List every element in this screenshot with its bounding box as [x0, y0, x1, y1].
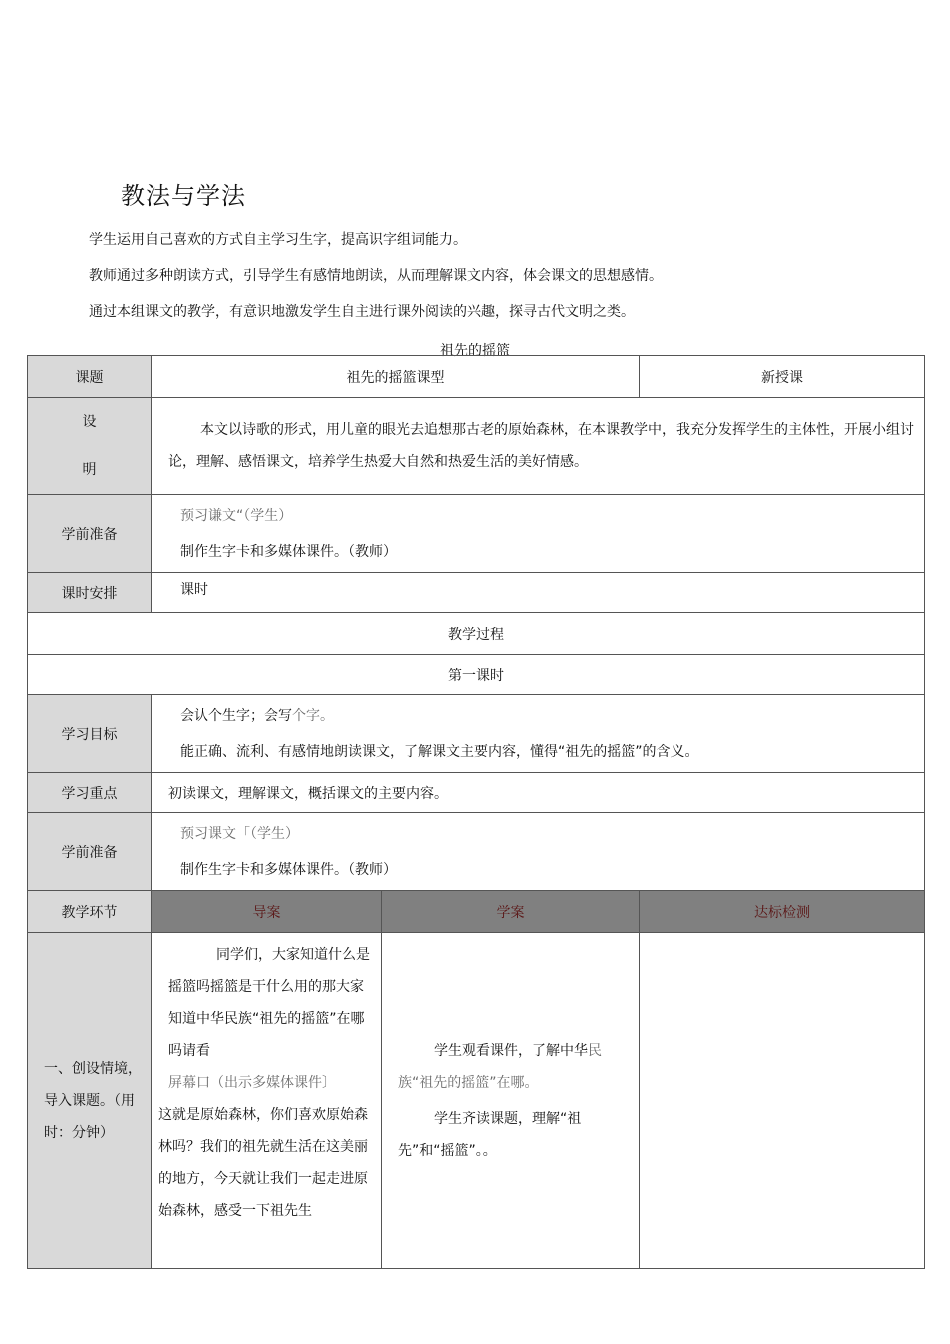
lesson-row	[28, 655, 925, 695]
goal-label: 学习目标	[28, 695, 152, 773]
column-study-header: 学案	[382, 891, 640, 933]
column-check-header: 达标检测	[640, 891, 925, 933]
study-text-a1: 学生观看课件，了解中华	[434, 1042, 588, 1059]
topic-value: 祖先的摇篮课型	[152, 356, 640, 398]
process-title: 教学过程	[28, 613, 925, 655]
preparation-label: 学前准备	[28, 495, 152, 573]
schedule-value: 课时	[152, 573, 925, 613]
column-stage-header: 教学环节	[28, 891, 152, 933]
preparation-line-1: 预习谦文“（学生）	[180, 507, 293, 524]
preparation2-content	[152, 813, 925, 891]
focus-row	[28, 773, 925, 813]
lesson-title: 第一课时	[28, 655, 925, 695]
topic-row	[28, 356, 925, 398]
guide-text-a: 同学们，大家知道什么是摇篮吗摇篮是干什么用的那大家知道中华民族“祖先的摇篮”在哪吗请看	[168, 947, 370, 1059]
goal-line-2: 能正确、流利、有感情地朗读课文，了解课文主要内容，懂得“祖先的摇篮”的含义。	[180, 743, 699, 760]
schedule-row	[28, 573, 925, 613]
paragraph-2: 教师通过多种朗读方式，引导学生有感情地朗读，从而理解课文内容，体会课文的思想感情。	[89, 268, 663, 284]
guide-text-b: 屏幕口（出示多媒体课件〕	[168, 1075, 336, 1091]
goal-line-1-tail: 个字。	[292, 707, 334, 724]
stage-row	[28, 933, 925, 1269]
topic-label: 课题	[28, 356, 152, 398]
preparation2-row	[28, 813, 925, 891]
preparation2-line-1: 预习课文「（学生）	[180, 825, 299, 842]
section-heading: 教法与学法	[121, 182, 246, 210]
preparation2-label: 学前准备	[28, 813, 152, 891]
column-guide-header: 导案	[152, 891, 382, 933]
focus-value: 初读课文，理解课文，概括课文的主要内容。	[152, 773, 925, 813]
focus-label: 学习重点	[28, 773, 152, 813]
table-caption: 祖先的摇篮	[440, 343, 510, 359]
study-text-a2: 民族“祖先的摇篮”在哪。	[398, 1042, 602, 1091]
check-content	[640, 933, 925, 1269]
preparation2-line-2: 制作生字卡和多媒体课件。（教师）	[180, 861, 397, 878]
paragraph-1: 学生运用自己喜欢的方式自主学习生字，提高识字组词能力。	[89, 232, 467, 248]
description-row	[28, 398, 925, 495]
topic-type: 新授课	[640, 356, 925, 398]
study-content	[382, 933, 640, 1269]
guide-paragraph-2: 这就是原始森林，你们喜欢原始森林吗？我们的祖先就生活在这美丽的地方，今天就让我们一起走进原始森林，感受一下祖先生	[158, 1107, 368, 1219]
schedule-label: 课时安排	[28, 573, 152, 613]
description-label-1: 设	[82, 414, 97, 430]
description-text: 本文以诗歌的形式，用儿童的眼光去追想那古老的原始森林，在本课教学中，我充分发挥学生的主体性，开展小组讨论，理解、感悟课文，培养学生热爱大自然和热爱生活的美好情感。	[152, 398, 925, 495]
preparation-row	[28, 495, 925, 573]
goal-line-1-main: 会认个生字；会写	[180, 707, 292, 724]
goal-content	[152, 695, 925, 773]
description-label	[28, 398, 152, 495]
lesson-plan-table	[27, 355, 925, 1269]
goal-line-1	[180, 698, 924, 734]
paragraph-3: 通过本组课文的教学，有意识地激发学生自主进行课外阅读的兴趣，探寻古代文明之类。	[89, 304, 635, 320]
guide-content	[152, 933, 382, 1269]
column-header-row	[28, 891, 925, 933]
goal-row	[28, 695, 925, 773]
stage-text: 一、创设情境，导入课题。（用时：分钟）	[28, 933, 152, 1269]
preparation-line-2: 制作生字卡和多媒体课件。（教师）	[180, 543, 397, 560]
guide-paragraph-1	[158, 939, 371, 1099]
study-paragraph-2: 学生齐读课题，理解“祖先”和“摇篮”。。	[398, 1110, 582, 1159]
study-paragraph-1	[398, 1035, 629, 1099]
description-label-2: 明	[82, 462, 97, 478]
process-row	[28, 613, 925, 655]
preparation-content	[152, 495, 925, 573]
